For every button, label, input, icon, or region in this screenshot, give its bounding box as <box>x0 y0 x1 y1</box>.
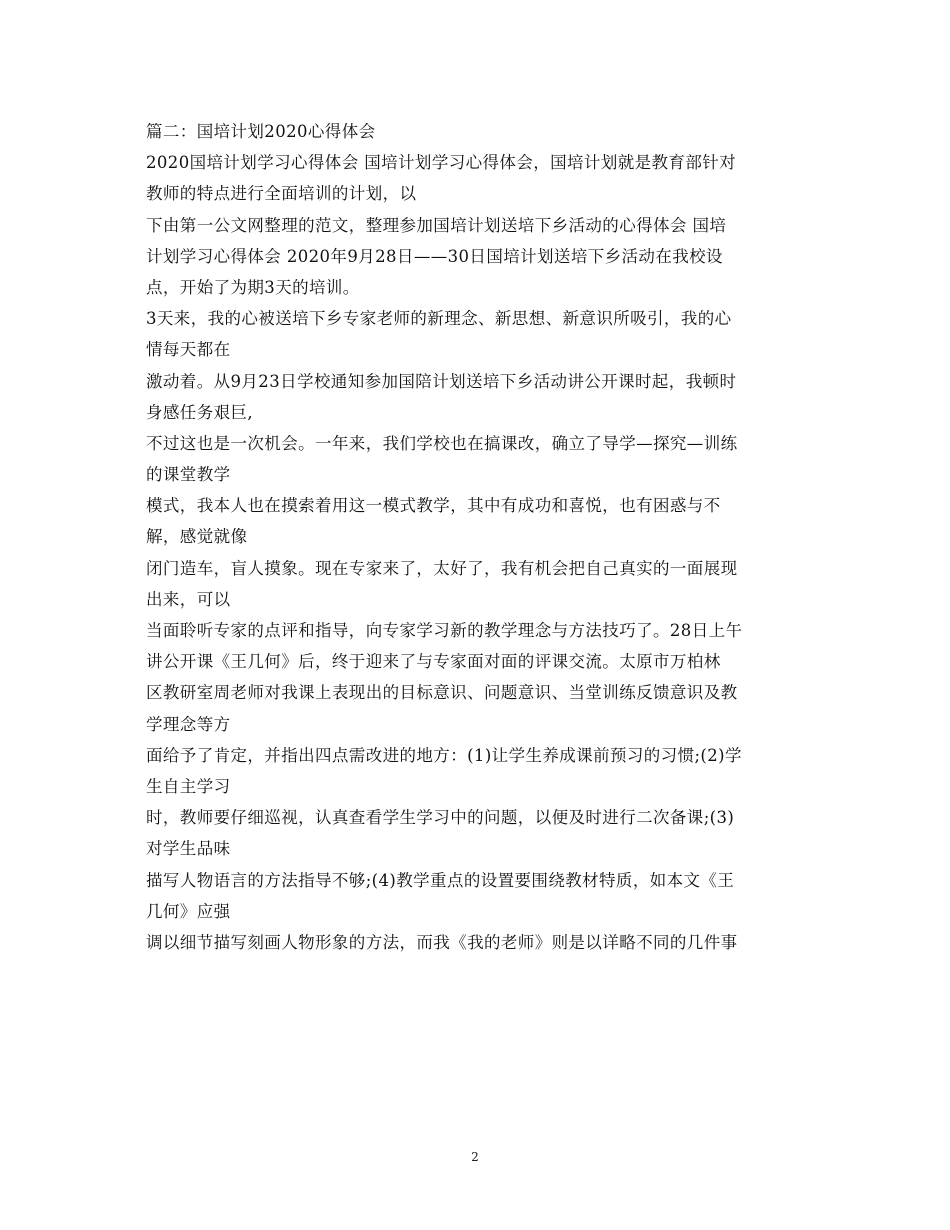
text-line: 闭门造车，盲人摸象。现在专家来了，太好了，我有机会把自己真实的一面展现 <box>146 558 738 578</box>
text-line: 不过这也是一次机会。一年来，我们学校也在搞课改，确立了导学—探究—训练 <box>146 433 738 453</box>
document-body <box>146 116 826 958</box>
text-line: 生自主学习 <box>146 776 231 796</box>
text-line: 激动着。从9月23日学校通知参加国陪计划送培下乡活动讲公开课时起，我顿时 <box>146 371 737 391</box>
text-line: 对学生品味 <box>146 839 231 859</box>
text-line: 区教研室周老师对我课上表现出的目标意识、问题意识、当堂训练反馈意识及教 <box>146 683 738 703</box>
text-line: 下由第一公文网整理的范文，整理参加国培计划送培下乡活动的心得体会 国培 <box>146 215 727 235</box>
text-line: 当面聆听专家的点评和指导，向专家学习新的教学理念与方法技巧了。28日上午 <box>146 621 743 640</box>
text-line: 计划学习心得体会 2020年9月28日——30日国培计划送培下乡活动在我校设 <box>146 246 723 266</box>
text-line: 的课堂教学 <box>146 465 231 485</box>
text-line: 教师的特点进行全面培训的计划，以 <box>146 184 417 204</box>
text-line: 3天来，我的心被送培下乡专家老师的新理念、新思想、新意识所吸引，我的心 <box>146 309 732 329</box>
text-line: 出来，可以 <box>146 589 231 609</box>
text-line: 身感任务艰巨, <box>146 402 254 422</box>
text-line: 描写人物语言的方法指导不够;(4)教学重点的设置要围绕教材特质，如本文《王 <box>146 870 735 890</box>
text-line: 解，感觉就像 <box>146 527 248 547</box>
text-line: 模式，我本人也在摸索着用这一模式教学，其中有成功和喜悦，也有困惑与不 <box>146 496 721 516</box>
text-line: 几何》应强 <box>146 901 231 921</box>
text-line: 学理念等方 <box>146 714 231 734</box>
text-line: 2020国培计划学习心得体会 国培计划学习心得体会，国培计划就是教育部针对 <box>146 153 737 173</box>
text-line: 面给予了肯定，并指出四点需改进的地方：(1)让学生养成课前预习的习惯;(2)学 <box>146 745 742 765</box>
text-line: 篇二：国培计划2020心得体会 <box>146 122 376 141</box>
text-line: 调以细节描写刻画人物形象的方法，而我《我的老师》则是以详略不同的几件事 <box>146 932 738 952</box>
text-line: 点，开始了为期3天的培训。 <box>146 277 360 297</box>
text-line: 时，教师要仔细巡视，认真查看学生学习中的问题，以便及时进行二次备课;(3) <box>146 808 735 828</box>
text-line: 情每天都在 <box>146 340 231 360</box>
page-number: 2 <box>471 1150 479 1164</box>
text-line: 讲公开课《王几何》后，终于迎来了与专家面对面的评课交流。太原市万柏林 <box>146 652 721 672</box>
